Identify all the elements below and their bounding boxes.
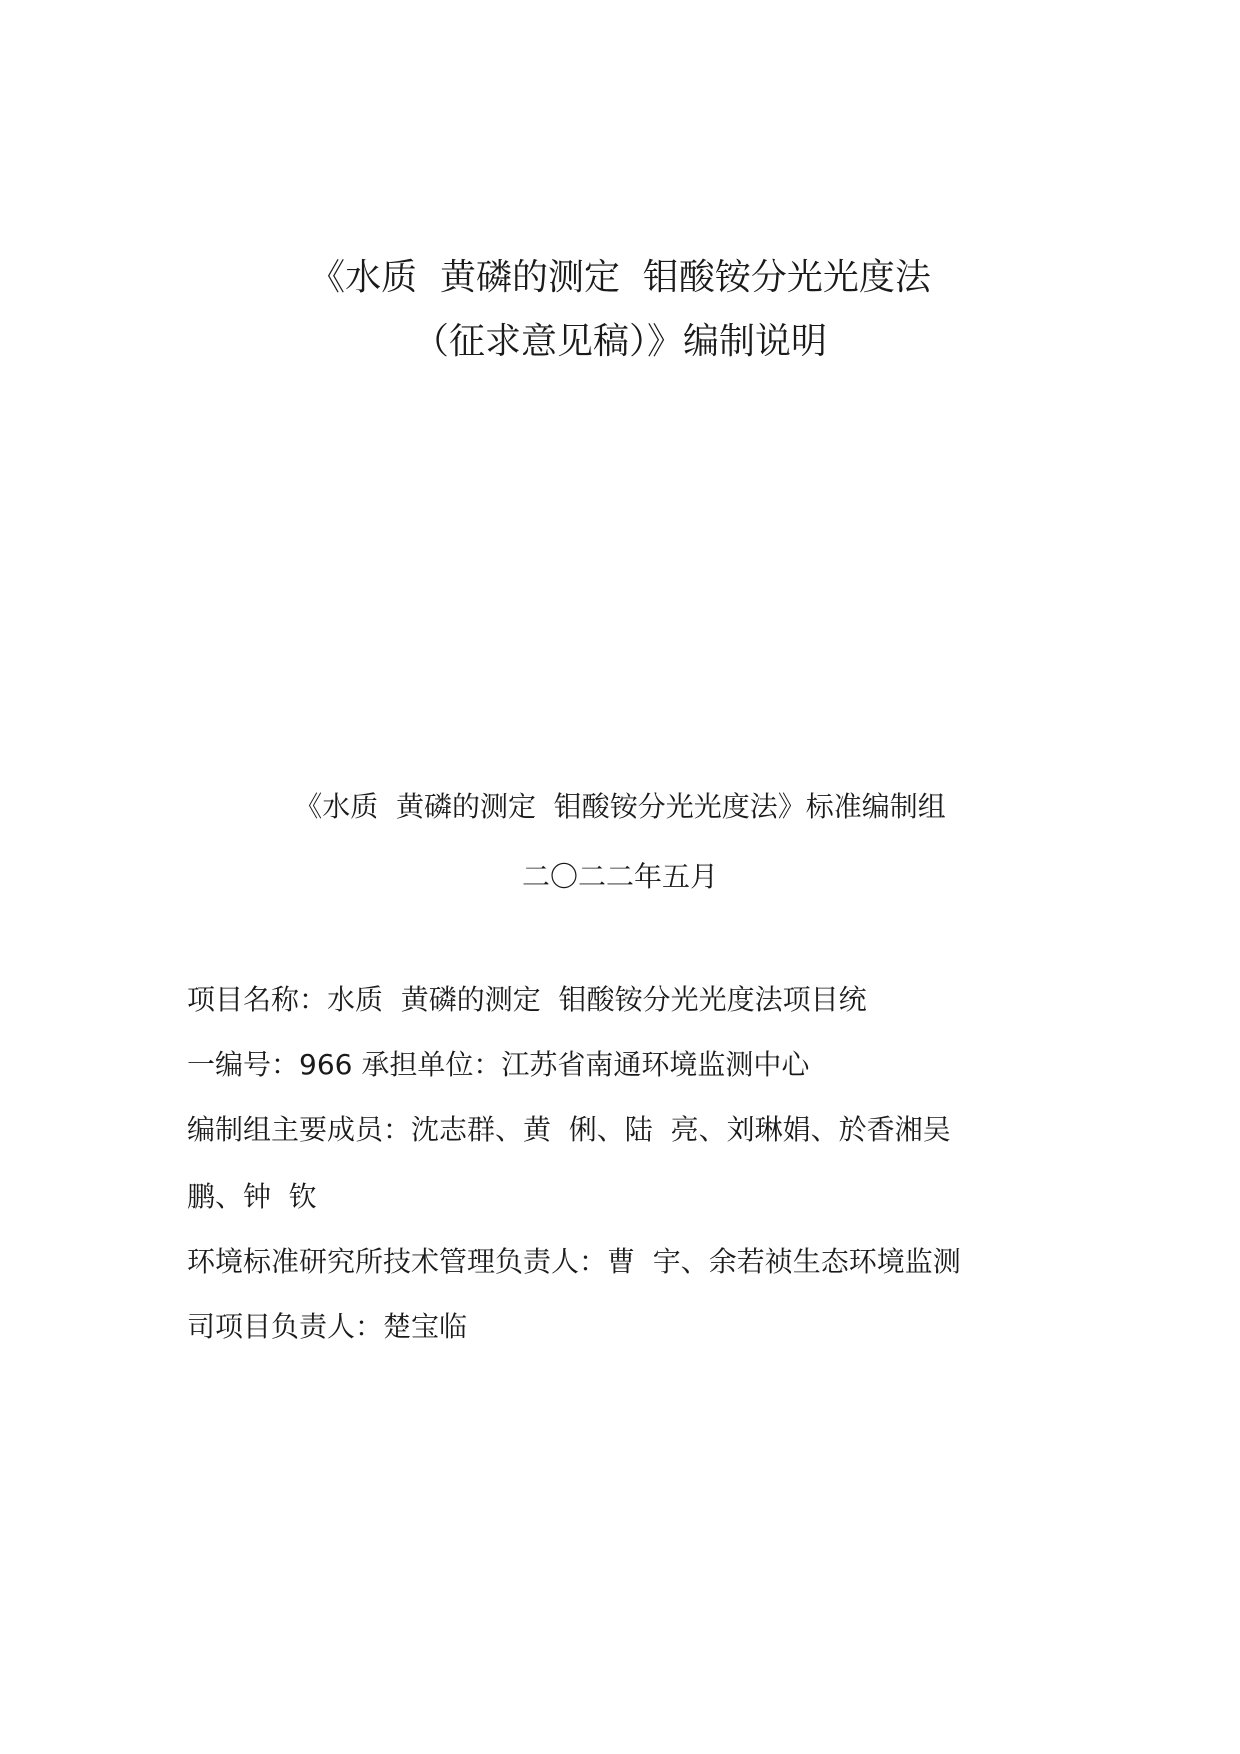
project-info-line: 司项目负责人：楚宝临 [187,1310,468,1343]
project-info-line: 项目名称：水质 黄磷的测定 钼酸铵分光光度法项目统 [187,983,867,1016]
standard-drafting-group: 《水质 黄磷的测定 钼酸铵分光光度法》标准编制组 [294,790,946,823]
document-title-line-2: （征求意见稿）》编制说明 [412,321,827,362]
document-title-line-1: 《水质 黄磷的测定 钼酸铵分光光度法 [309,257,931,298]
project-info-line: 一编号：966 承担单位：江苏省南通环境监测中心 [187,1048,810,1081]
document-date: 二〇二二年五月 [521,860,718,893]
project-info-line: 环境标准研究所技术管理负责人：曹 宇、余若祯生态环境监测 [187,1245,961,1278]
project-info-line: 编制组主要成员：沈志群、黄 俐、陆 亮、刘琳娟、於香湘吴 [187,1113,951,1146]
project-info-line: 鹏、钟 钦 [187,1180,317,1213]
